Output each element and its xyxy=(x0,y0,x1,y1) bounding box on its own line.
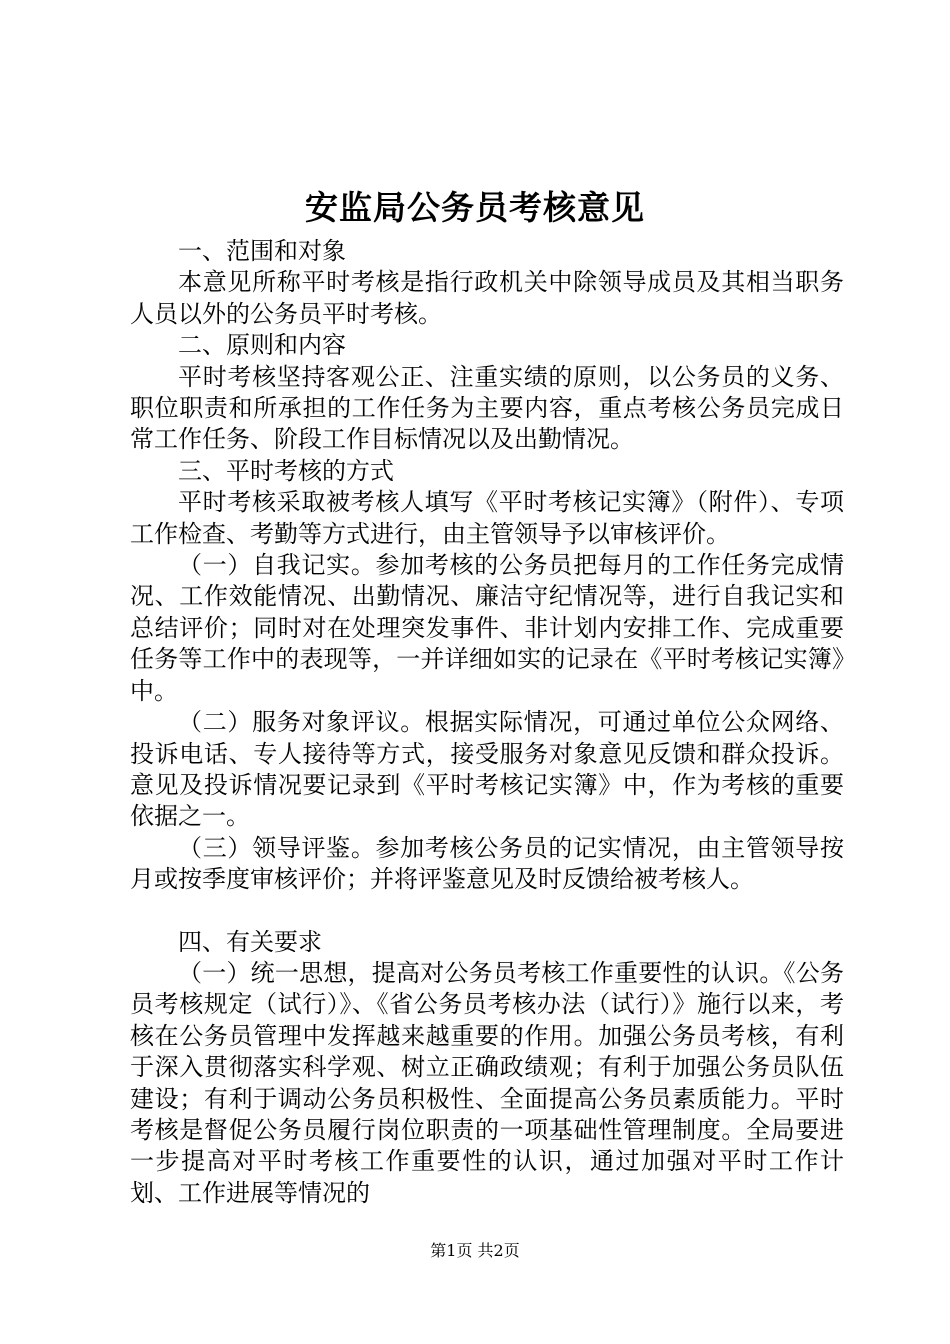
page-footer: 第1页 共2页 xyxy=(430,1241,520,1260)
section-heading-requirements: 四、有关要求 xyxy=(178,927,322,956)
section-heading-methods: 三、平时考核的方式 xyxy=(178,456,394,485)
document-title: 安监局公务员考核意见 xyxy=(305,188,645,227)
section-heading-scope: 一、范围和对象 xyxy=(178,237,346,265)
paragraph-methods: 平时考核采取被考核人填写《平时考核记实簿》（附件）、专项工作检查、考勤等方式进行，由主管领导予以审核评价。 xyxy=(130,488,844,548)
paragraph-service-review: （二）服务对象评议。根据实际情况，可通过单位公众网络、投诉电话、专人接待等方式，接受服务对象意见反馈和群众投诉。意见及投诉情况要记录到《平时考核记实簿》中，作为考核的重要依据之一。 xyxy=(130,708,844,831)
section-heading-principles: 二、原则和内容 xyxy=(178,331,346,360)
paragraph-self-record: （一）自我记实。参加考核的公务员把每月的工作任务完成情况、工作效能情况、出勤情况、廉洁守纪情况等，进行自我记实和总结评价；同时对在处理突发事件、非计划内安排工作、完成重要任务等工作中的表现等，一并详细如实的记录在《平时考核记实簿》中。 xyxy=(130,551,844,705)
paragraph-scope: 本意见所称平时考核是指行政机关中除领导成员及其相当职务人员以外的公务员平时考核。 xyxy=(130,268,844,328)
paragraph-principles: 平时考核坚持客观公正、注重实绩的原则，以公务员的义务、职位职责和所承担的工作任务为主要内容，重点考核公务员完成日常工作任务、阶段工作目标情况以及出勤情况。 xyxy=(130,362,844,454)
paragraph-requirements-1: （一）统一思想，提高对公务员考核工作重要性的认识。《公务员考核规定（试行）》、《省公务员考核办法（试行）》施行以来，考核在公务员管理中发挥越来越重要的作用。加强公务员考核，有利于深入贯彻落实科学观、树立正确政绩观；有利于加强公务员队伍建设；有利于调动公务员积极性、全面提高公务员素质能力。平时考核是督促公务员履行岗位职责的一项基础性管理制度。全局要进一步提高对平时考核工作重要性的认识，通过加强对平时工作计划、工作进展等情况的 xyxy=(130,958,844,1207)
document-body xyxy=(130,236,844,1209)
paragraph-leader-review: （三）领导评鉴。参加考核公务员的记实情况，由主管领导按月或按季度审核评价；并将评鉴意见及时反馈给被考核人。 xyxy=(130,833,844,894)
